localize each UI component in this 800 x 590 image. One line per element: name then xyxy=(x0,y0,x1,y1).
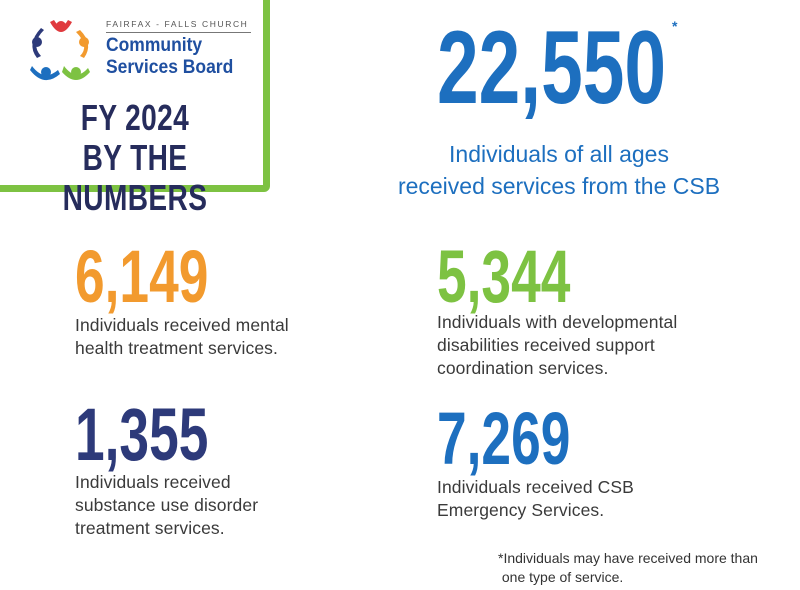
substance-use-number: 1,355 xyxy=(75,393,209,476)
total-desc-line1: Individuals of all ages xyxy=(449,141,669,167)
org-subtitle: FAIRFAX - FALLS CHURCH xyxy=(106,19,251,33)
desc-line: Emergency Services. xyxy=(437,500,605,520)
footnote-line1: *Individuals may have received more than xyxy=(498,550,758,566)
report-title-line2: BY THE NUMBERS xyxy=(62,137,208,218)
total-desc-line2: received services from the CSB xyxy=(397,173,721,199)
footnote-line2: one type of service. xyxy=(498,569,624,585)
desc-line: Individuals received CSB xyxy=(437,477,634,497)
mental-health-number: 6,149 xyxy=(75,235,209,318)
total-description xyxy=(340,138,778,202)
org-name-line1: Community xyxy=(106,35,203,56)
desc-line: Individuals received mental xyxy=(75,315,289,335)
footnote xyxy=(498,549,798,587)
desc-line: substance use disorder xyxy=(75,495,259,515)
developmental-disabilities-description xyxy=(437,311,757,380)
emergency-services-description xyxy=(437,476,757,522)
total-asterisk: * xyxy=(672,18,678,34)
desc-line: treatment services. xyxy=(75,518,225,538)
desc-line: Individuals with developmental xyxy=(437,312,678,332)
total-individuals-number: 22,550 xyxy=(437,10,667,126)
desc-line: Individuals received xyxy=(75,472,231,492)
substance-use-description xyxy=(75,471,345,540)
mental-health-description xyxy=(75,314,345,360)
org-name xyxy=(106,35,253,79)
emergency-services-number: 7,269 xyxy=(437,397,571,480)
report-title-line1: FY 2024 xyxy=(80,97,190,138)
desc-line: coordination services. xyxy=(437,358,609,378)
developmental-disabilities-number: 5,344 xyxy=(437,235,571,318)
desc-line: disabilities received support xyxy=(437,335,655,355)
org-name-line2: Services Board xyxy=(106,57,234,78)
desc-line: health treatment services. xyxy=(75,338,278,358)
community-figures-logo-icon xyxy=(24,16,98,86)
report-title xyxy=(30,98,241,218)
